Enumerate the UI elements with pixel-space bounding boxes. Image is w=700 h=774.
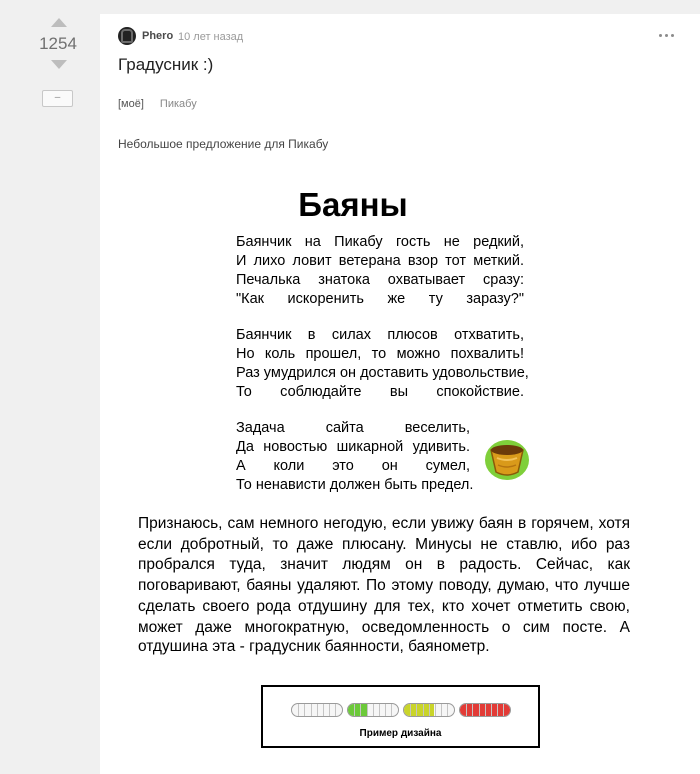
meter-segment [385, 704, 386, 716]
post-time: 10 лет назад [178, 31, 244, 43]
meter-segment [335, 704, 336, 716]
collapse-button[interactable]: – [42, 90, 73, 107]
avatar[interactable] [118, 27, 136, 45]
poem-stanza-1 [236, 233, 524, 309]
paragraph-line: Признаюсь, сам немного негодую, если увижу баян в горячем, хотя [138, 515, 630, 532]
meter-segment [360, 704, 361, 716]
meter-segment [485, 704, 486, 716]
paragraph-line: может даже многократную, осведомленность о сим посте. А [138, 618, 630, 636]
poem-line: А коли это он сумел, [236, 458, 470, 474]
meter-segment [479, 704, 480, 716]
poem-stanza-3 [236, 419, 474, 495]
poem-line: Да новостью шикарной удивить. [236, 439, 470, 455]
more-options-icon[interactable] [659, 34, 674, 37]
meter-segment [367, 704, 368, 716]
paragraph-line: если добротный, то даже плюсану. Минусы не ставлю, ибо раз [138, 535, 630, 553]
meter-segment [491, 704, 492, 716]
paragraph-line: поговаривают, баяны удаляют. По этому поводу, думаю, что лучше [138, 577, 630, 595]
design-caption: Пример дизайна [359, 728, 442, 739]
poem-line: "Как искоренить же ту заразу?" [236, 291, 524, 307]
poem-line: То соблюдайте вы спокойствие. [236, 384, 524, 400]
meter-fill [348, 704, 368, 716]
meter-segment [354, 704, 355, 716]
poem-line: Баянчик на Пикабу гость не редкий, [236, 234, 524, 250]
story-card [100, 14, 700, 774]
meter-segment [323, 704, 324, 716]
meter-segment [311, 704, 312, 716]
tag-pikabu[interactable]: Пикабу [159, 98, 197, 110]
vote-down-icon[interactable] [51, 60, 67, 69]
meter-segment [379, 704, 380, 716]
poem-title: Баяны [298, 186, 408, 223]
design-demo [261, 685, 540, 748]
meter-segment [472, 704, 473, 716]
poem-line: Задача сайта веселить, [236, 420, 470, 436]
poem-line: Печалька знатока охватывает сразу: [236, 272, 524, 288]
story-title[interactable]: Градусник :) [118, 55, 214, 74]
meter-segment [429, 704, 430, 716]
bayan-pot-icon [483, 434, 531, 482]
poem-line: И лихо ловит ветерана взор тот меткий. [236, 253, 524, 269]
meter-segment [416, 704, 417, 716]
paragraph-last-line: отдушина эта - градусник баянности, баянометр. [138, 638, 490, 655]
meter-segment [317, 704, 318, 716]
author-link[interactable]: Phero [142, 30, 174, 42]
meter-segment [447, 704, 448, 716]
meter-segment [373, 704, 374, 716]
poem-line: Раз умудрился он доставить удовольствие, [236, 365, 529, 381]
meter-segment [503, 704, 504, 716]
poem-line: Баянчик в силах плюсов отхватить, [236, 327, 524, 343]
avatar-figure-icon [121, 29, 133, 43]
meter-segment [497, 704, 498, 716]
story-rating: 1254 [39, 34, 77, 53]
meter-red [459, 703, 511, 717]
meter-empty [291, 703, 343, 717]
meter-segment [423, 704, 424, 716]
meter-segment [304, 704, 305, 716]
vote-up-icon[interactable] [51, 18, 67, 27]
meter-segment [329, 704, 330, 716]
poem-stanza-2 [236, 326, 529, 402]
meter-segment [391, 704, 392, 716]
meter-segment [298, 704, 299, 716]
meter-segment [466, 704, 467, 716]
story-tags [118, 98, 197, 110]
meter-segment [410, 704, 411, 716]
story-paragraph [138, 514, 630, 638]
paragraph-line: пробрался туда, значит людям он в радость. Сейчас, как [138, 556, 630, 574]
poem-line: Но коль прошел, то можно похвалить! [236, 346, 524, 362]
tag-mine[interactable]: [моё] [118, 98, 144, 110]
poem-line: То ненависти должен быть предел. [236, 477, 474, 493]
vote-rail [0, 0, 100, 761]
paragraph-line: сделать своего рода отдушину для тех, кто хочет отметить свою, [138, 597, 630, 615]
meter-segment [441, 704, 442, 716]
story-intro: Небольшое предложение для Пикабу [118, 137, 329, 151]
meter-green [347, 703, 399, 717]
meter-segment [435, 704, 436, 716]
meter-yellow [403, 703, 455, 717]
